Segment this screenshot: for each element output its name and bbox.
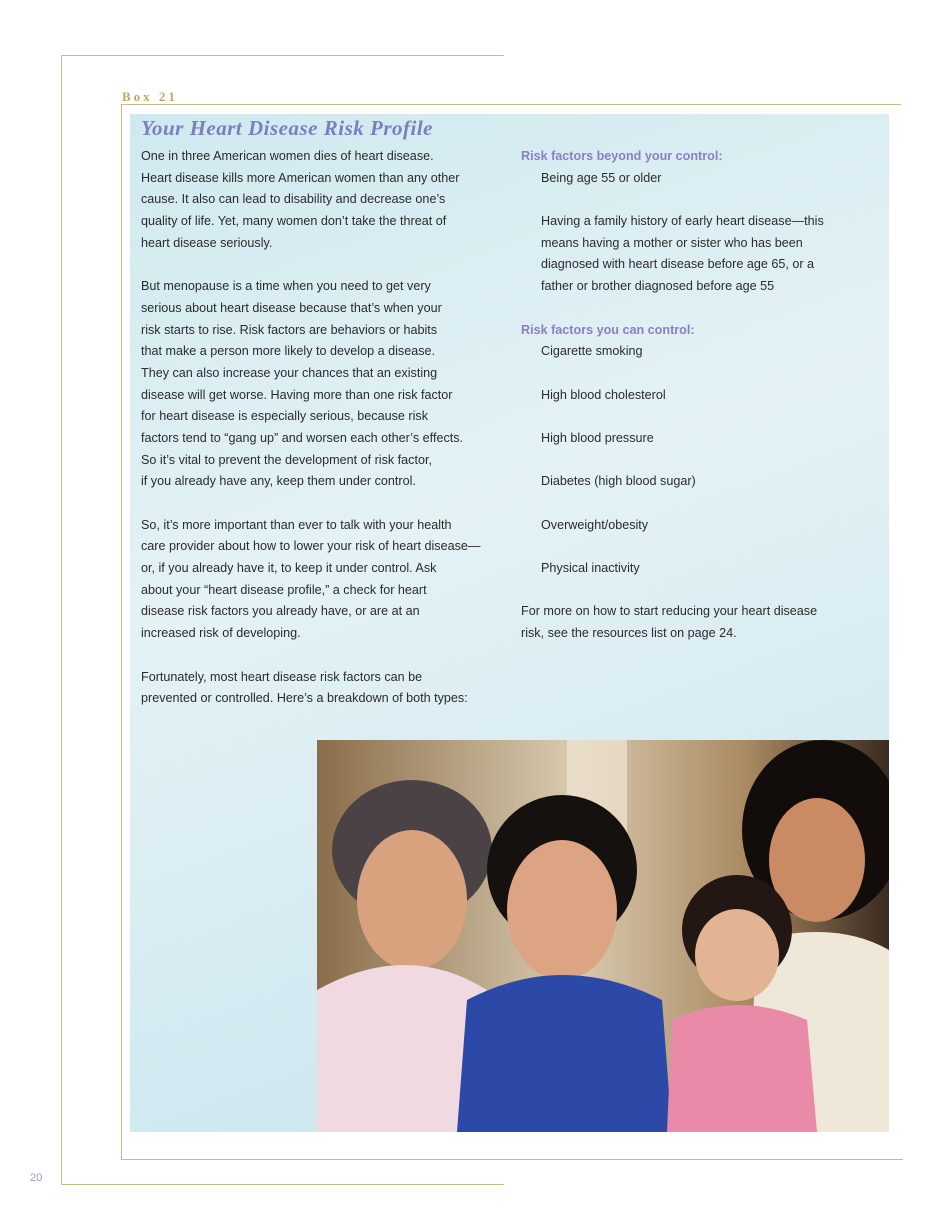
spacer: [521, 536, 861, 558]
frame-bottom-rule: [61, 1184, 504, 1185]
body-text-line: or, if you already have it, to keep it under control. Ask: [141, 561, 437, 576]
risk-factor-item: High blood pressure: [541, 430, 654, 445]
risk-factor-item: means having a mother or sister who has been: [541, 235, 803, 250]
body-text-line: prevented or controlled. Here’s a breakdown of both types:: [141, 691, 468, 706]
can-control-list: [521, 341, 861, 580]
right-column: [521, 146, 861, 645]
spacer: [521, 363, 861, 385]
risk-factor-item: High blood cholesterol: [541, 387, 666, 402]
frame-top-rule: [61, 55, 504, 56]
beyond-control-heading: Risk factors beyond your control:: [521, 149, 723, 163]
risk-factor-item: diagnosed with heart disease before age 65, or a: [541, 257, 815, 272]
family-photo: [317, 740, 889, 1132]
body-text-line: They can also increase your chances that an existing: [141, 365, 438, 380]
spacer: [521, 406, 861, 428]
resources-note-line: For more on how to start reducing your heart disease: [521, 604, 818, 619]
body-text-line: So, it’s more important than ever to talk with your health: [141, 517, 452, 532]
spacer: [521, 189, 861, 211]
body-text-line: for heart disease is especially serious, because risk: [141, 409, 428, 424]
body-text-line: Heart disease kills more American women than any other: [141, 170, 460, 185]
body-text-line: heart disease seriously.: [141, 235, 273, 250]
can-control-heading: Risk factors you can control:: [521, 322, 695, 337]
body-text-line: disease will get worse. Having more than one risk factor: [141, 387, 453, 402]
body-text-line: quality of life. Yet, many women don’t take the threat of: [141, 214, 447, 229]
box-label: Box 21: [122, 89, 178, 104]
frame-left-rule: [61, 55, 62, 1185]
body-text-line: One in three American women dies of heart disease.: [141, 149, 434, 163]
body-text-line: about your “heart disease profile,” a check for heart: [141, 582, 427, 597]
risk-factor-item: Having a family history of early heart disease—this: [541, 214, 824, 229]
spacer: [521, 493, 861, 515]
left-column: [141, 146, 511, 710]
body-text-line: So it’s vital to prevent the development of risk factor,: [141, 452, 432, 467]
body-text-line: But menopause is a time when you need to get very: [141, 279, 431, 294]
resources-note-line: risk, see the resources list on page 24.: [521, 626, 737, 641]
page-number: 20: [30, 1172, 43, 1184]
body-text-line: care provider about how to lower your risk of heart disease—: [141, 539, 481, 554]
spacer: [141, 645, 511, 667]
page-title: Your Heart Disease Risk Profile: [141, 116, 433, 140]
box-bottom-rule: [121, 1159, 903, 1160]
box-left-rule: [121, 104, 122, 1160]
body-text-line: factors tend to “gang up” and worsen each other’s effects.: [141, 430, 464, 445]
risk-factor-item: Diabetes (high blood sugar): [541, 474, 696, 489]
body-text-line: risk starts to rise. Risk factors are behaviors or habits: [141, 322, 438, 337]
body-text-line: increased risk of developing.: [141, 626, 301, 641]
risk-factor-item: Physical inactivity: [541, 561, 640, 576]
risk-factor-item: Overweight/obesity: [541, 517, 649, 532]
spacer: [521, 298, 861, 320]
body-text-line: disease risk factors you already have, or are at an: [141, 604, 420, 619]
resources-note: [521, 601, 861, 644]
risk-factor-item: father or brother diagnosed before age 55: [541, 279, 775, 294]
risk-factor-item: Cigarette smoking: [541, 344, 643, 359]
spacer: [521, 580, 861, 602]
body-text-line: if you already have any, keep them under control.: [141, 474, 416, 489]
body-text-line: serious about heart disease because that’s when your: [141, 300, 442, 315]
body-text-line: cause. It also can lead to disability and decrease one’s: [141, 192, 446, 207]
risk-factor-item: Being age 55 or older: [541, 170, 662, 185]
spacer: [141, 254, 511, 276]
beyond-control-list: [521, 168, 861, 298]
spacer: [141, 493, 511, 515]
box-top-rule: [121, 104, 901, 105]
body-text-line: Fortunately, most heart disease risk factors can be: [141, 669, 423, 684]
body-text-line: that make a person more likely to develop a disease.: [141, 344, 436, 359]
spacer: [521, 450, 861, 472]
